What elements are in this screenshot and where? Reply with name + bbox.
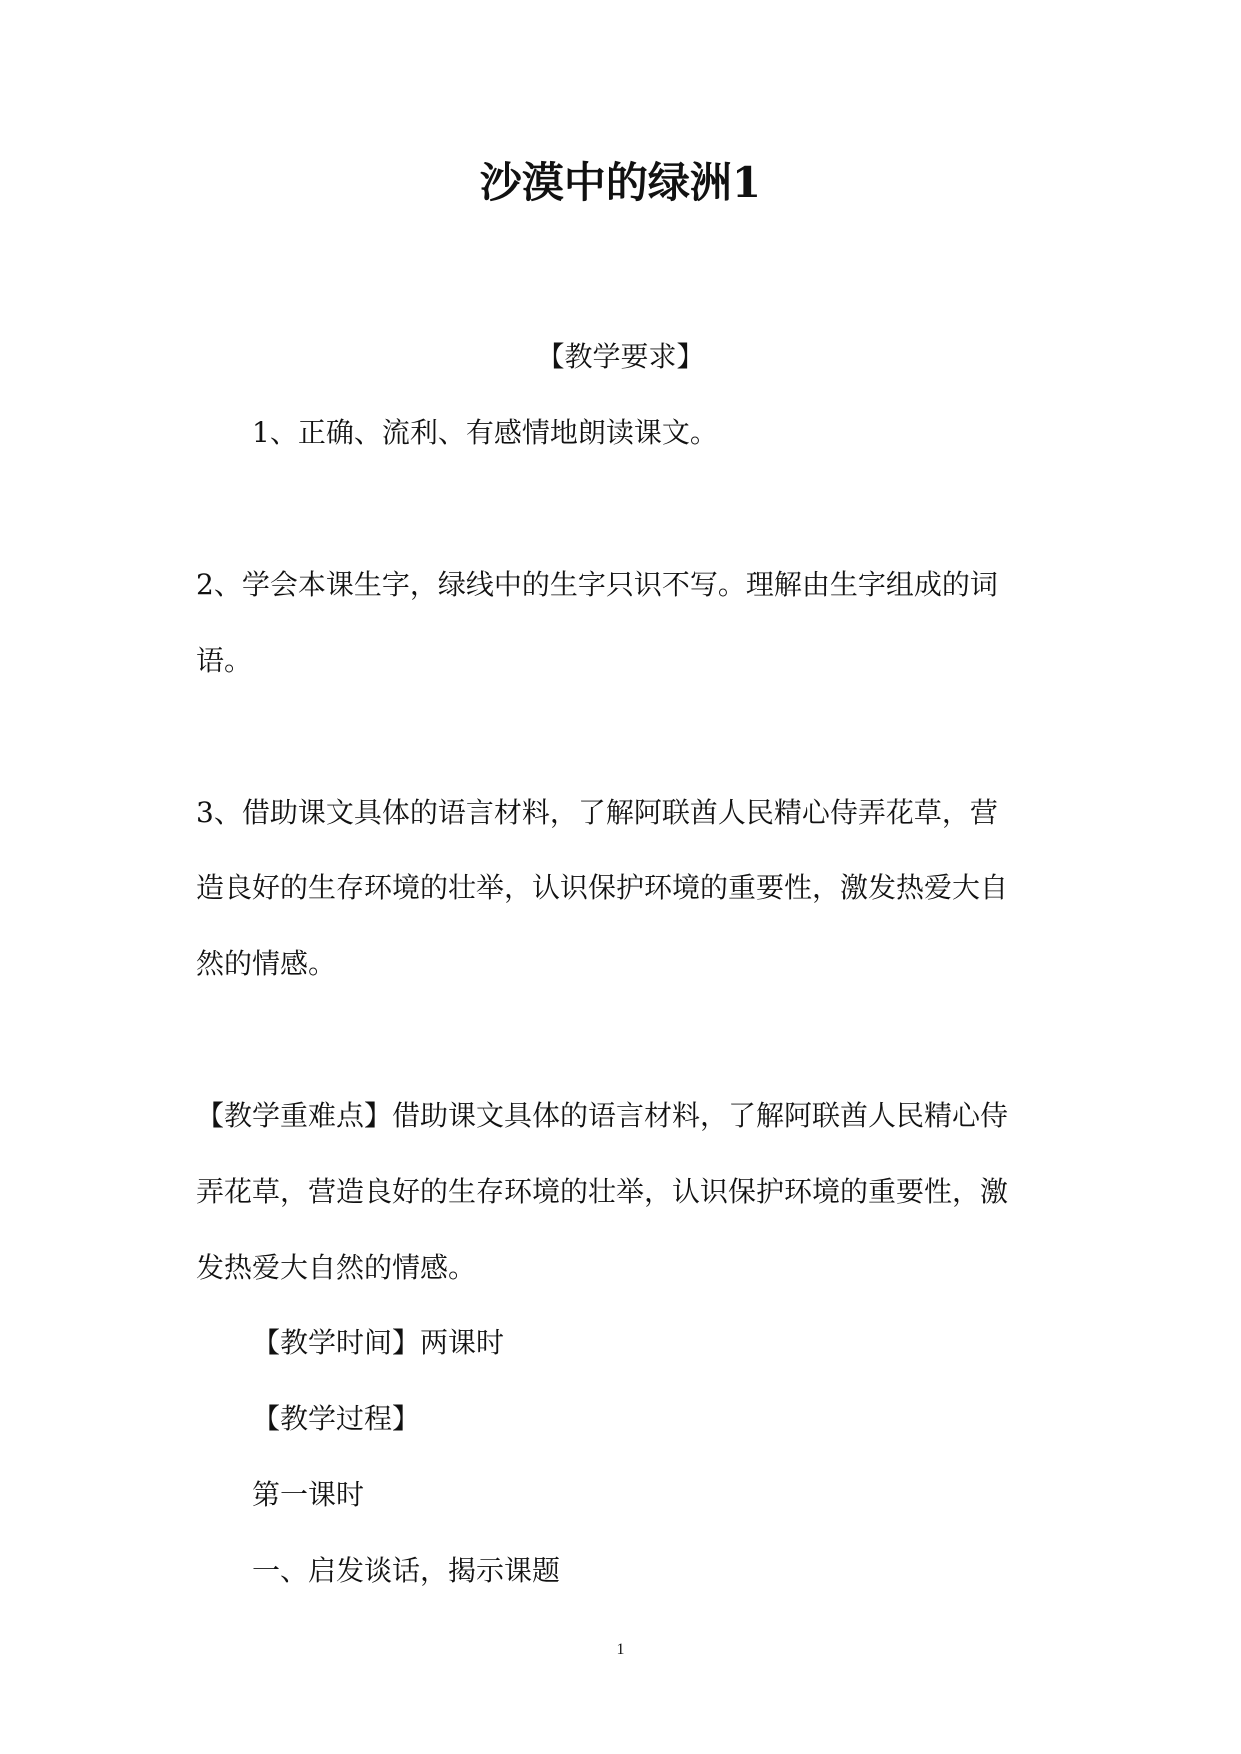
requirement-3-line-1: 3、借助课文具体的语言材料，了解阿联酋人民精心侍弄花草，营 xyxy=(196,796,998,829)
key-difficulties-line-2: 弄花草，营造良好的生存环境的壮举，认识保护环境的重要性，激 xyxy=(196,1175,1009,1208)
step-1-heading: 一、启发谈话，揭示课题 xyxy=(252,1554,561,1587)
requirement-1: 1、正确、流利、有感情地朗读课文。 xyxy=(252,416,718,449)
section-heading-teaching-requirements: 【教学要求】 xyxy=(536,340,705,373)
first-lesson-heading: 第一课时 xyxy=(252,1478,365,1511)
key-difficulties-line-1: 【教学重难点】借助课文具体的语言材料，了解阿联酋人民精心侍 xyxy=(196,1099,1009,1132)
section-heading-teaching-process: 【教学过程】 xyxy=(252,1402,421,1435)
key-difficulties-line-3: 发热爱大自然的情感。 xyxy=(196,1251,477,1284)
page-number: 1 xyxy=(616,1641,625,1658)
document-title: 沙漠中的绿洲1 xyxy=(479,158,762,207)
teaching-time: 【教学时间】两课时 xyxy=(252,1326,505,1359)
requirement-3-line-3: 然的情感。 xyxy=(196,947,337,980)
requirement-2-line-1: 2、学会本课生字，绿线中的生字只识不写。理解由生字组成的词 xyxy=(196,568,998,601)
requirement-3-line-2: 造良好的生存环境的壮举，认识保护环境的重要性，激发热爱大自 xyxy=(196,871,1009,904)
requirement-2-line-2: 语。 xyxy=(196,644,253,677)
